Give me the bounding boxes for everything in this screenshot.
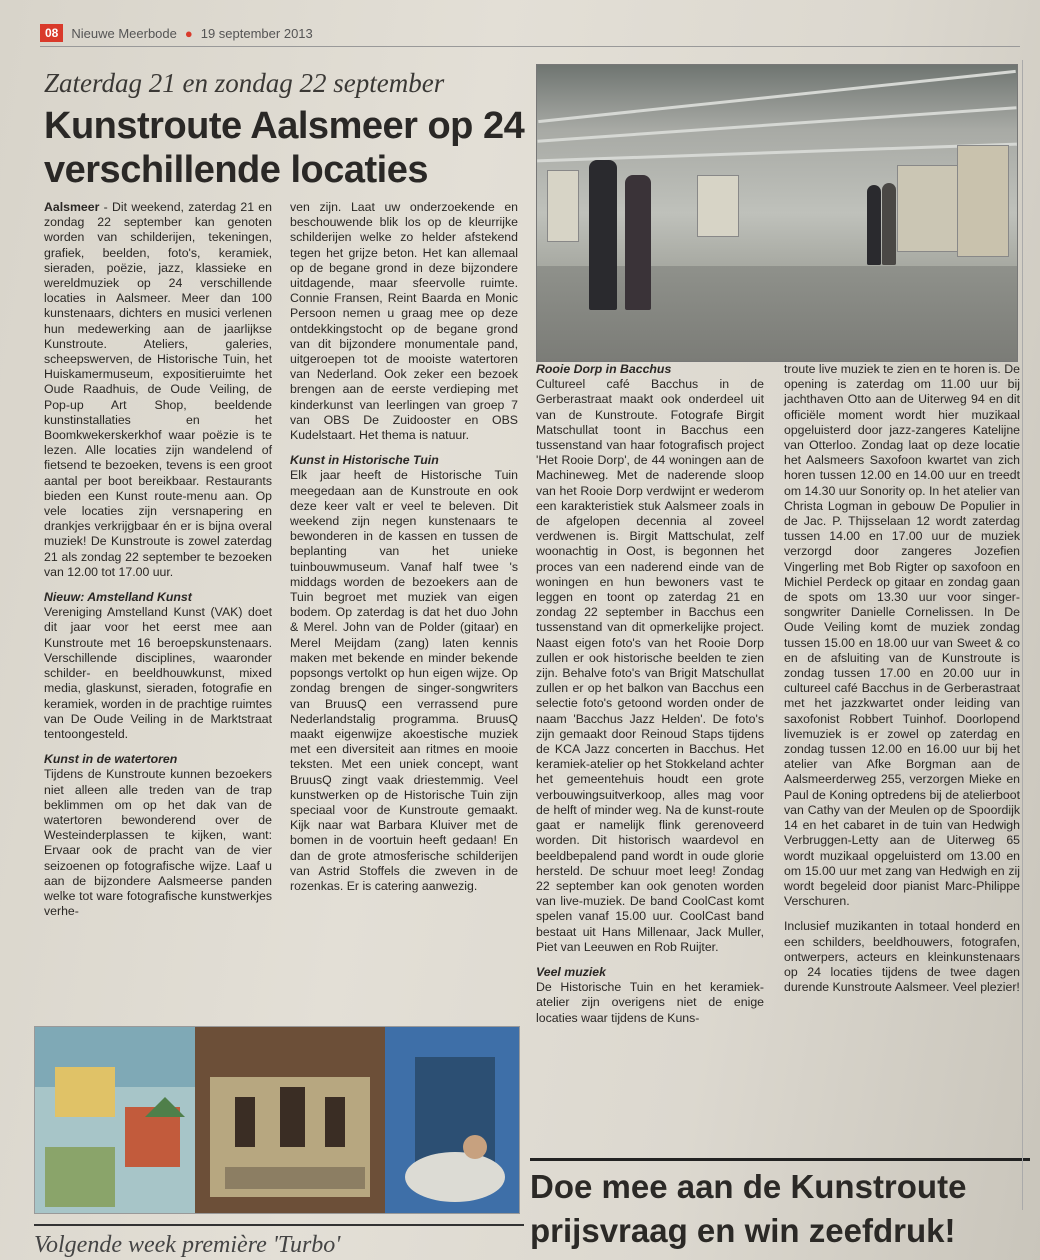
page-number: 08 — [40, 24, 63, 42]
art-panel — [697, 175, 739, 237]
column-1 — [44, 200, 272, 919]
art-panel — [957, 145, 1009, 257]
column-4 — [784, 362, 1020, 995]
next-week-teaser: Volgende week première 'Turbo' — [34, 1224, 524, 1260]
issue-date: 19 september 2013 — [200, 25, 313, 41]
visitor-figure — [589, 160, 617, 310]
promo-heading: Doe mee aan de Kunstroute prijsvraag en win zeefdruk! — [530, 1158, 1030, 1253]
visitor-figure — [625, 175, 651, 310]
paragraph: Aalsmeer - Dit weekend, zaterdag 21 en zondag 22 september kan genoten worden van schilderijen, tekeningen, grafiek, beelden, foto's, keramiek, sieraden, poëzie, jazz, klassieke en wereldmuziek op 24 verschillende locaties in Aalsmeer. Meer dan 100 kunstenaars, dichters en musici verlenen hun medewerking aan de jaarlijkse Kunstroute. Ateliers, galeries, scheepswerven, de Historische Tuin, het Huiskamermuseum, expositieruimte het Oude Raadhuis, de Oude Veiling, de Pop-up Art Shop, beeldende kunstinstallaties en het Boomkwekerskerkhof waar poëzie is te lezen. Alle locaties zijn wandelend of fietsend te bezoeken, tevens is een groot aantal per boot bereikbaar. Restaurants bieden een Kunst route-menu aan. Op vele locaties zijn versnapering en drankjes verkrijgbaar én er is bijna overal muziek! De Kunstroute is zowel zaterdag 21 als zondag 22 september te bezoeken van 12.00 tot 17.00 uur. — [44, 200, 272, 579]
artwork-photo-collage — [34, 1026, 520, 1214]
subheading: Rooie Dorp in Bacchus — [536, 362, 672, 376]
article-title: Kunstroute Aalsmeer op 24 verschillende locaties — [44, 105, 525, 191]
roof-beam — [538, 70, 1016, 123]
paper-name: Nieuwe Meerbode — [71, 25, 177, 41]
column-3 — [536, 362, 764, 1026]
paragraph: De Historische Tuin en het keramiek-atelier zijn overigens niet de enige locaties waar tijdens de Kuns- — [536, 980, 764, 1025]
page-header — [40, 24, 313, 42]
paragraph: Cultureel café Bacchus in de Gerberastraat maakt ook onderdeel uit van de Kunstroute. Fotografe Birgit Matschullat toont in Bacchus een tussenstand van haar fotografisch project 'Het Rooie Dorp', de 44 woningen aan de Machineweg. Met de naderende sloop van het Rooie Dorp verdwijnt er wederom een karakteristiek stuk Aalsmeer zoals in de afgelopen decennia al zoveel verdwenen is. Birgit Mattschulat, zelf woonachtig in Oost, is begonnen het proces van een naderend einde van de woningen en hun bewoners vast te leggen en toont op zaterdag 21 en zondag 22 september in Bacchus een tussenstand van dit opmerkelijke project. Naast eigen foto's van het Rooie Dorp zullen er ook historische beelden te zien zijn. Behalve foto's van Brigit Matschullat zullen er op het balkon van Bacchus een selectie foto's getoond worden onder de naam 'Bacchus Jazz Helden'. De foto's zijn gemaakt door Reinoud Staps tijdens de KCA Jazz concerten in Bacchus. Het keramiek-atelier op het Stokkeland achter het gemeentehuis houdt een grote verbouwingsuitverkoop, alles mag voor de helft of minder weg. Na de kunst-route gaat er namelijk flink gerenoveerd worden. Dit historisch waardevol en beeldbepalend pand wordt in oude glorie hersteld. De schuur moet leeg! Zondag 22 september kan ook genoten worden van live-muziek. De band CoolCast komt spelen vanaf 15.00 uur. CoolCast band bestaat uit Hans Millenaar, Jack Muller, Piet van Leeuwen en Rob Ruijter. — [536, 377, 764, 954]
header-rule — [40, 46, 1020, 47]
subheading: Kunst in de watertoren — [44, 752, 178, 767]
exhibition-hall-photo — [536, 64, 1018, 362]
visitor-figure — [882, 183, 896, 265]
paragraph: troute live muziek te zien en te horen is. De opening is zaterdag om 11.00 uur bij jachthaven Otto aan de Uiterweg 94 en dit officiële moment wordt hier muzikaal opgeluisterd door jazz-zangeres Katelijne van Otterloo. Zondag laat op deze locatie het Aalsmeers Saxofoon kwartet van zich horen tussen 12.00 en 14.00 uur en treedt om 14.30 uur Sonority op. In het atelier van Christa Logman in gebouw De Populier in de Jac. P. Thijsselaan 12 wordt zaterdag tussen 14.00 en 17.00 uur de muziek verzorgd door zangeres Jozefien Vingerling met Bob Rigter op saxofoon en Michiel Perdeck op gitaar en zondag gaan de spots om 13.30 uur voor singer-songwriter Danielle Cornelissen. In De Oude Veiling komt de muziek zondag tussen 15.00 en 18.00 uur van Sweet & co en de afsluiting van de Kunstroute is zondag tussen 17.00 en 20.00 uur in cultureel café Bacchus in de Gerberastraat met het jazzkwartet onder leiding van saxofonist Robbert Tuinhof. Doorlopend livemuziek is er zowel op zaterdag en zondag tussen 12.00 en 16.00 uur bij het atelier van Afke Borgman aan de Aalsmeerderweg 255, verzorgen Mieke en Paul de Koning optredens bij de atelierboot van Cathy van der Meulen op de Spoordijk 14 en het cabaret in de tuin van Hedwigh Verbruggen-Letty aan de Uiterweg 65 wordt muzikaal opgeluisterd om 13.00 en om 15.00 uur met zang van Hedwigh en zij wordt begeleid door pianist Marc-Philippe Verschuren. — [784, 362, 1020, 909]
column-2 — [290, 200, 518, 894]
paragraph: Tijdens de Kunstroute kunnen bezoekers niet alleen alle treden van de trap beklimmen om op het dak van de watertoren bewonderend over de Westeinderplassen te kijken, want: Ervaar ook de pracht van de vier seizoenen op fotografische wijze. Laaf u aan de bijzondere Aalsmeerse panden welke tot ware fotografische kunstwerkjes verhe- — [44, 767, 272, 919]
separator-dot: ● — [184, 25, 193, 41]
art-panel — [547, 170, 579, 242]
paragraph: ven zijn. Laat uw onderzoekende en beschouwende blik los op de kleurrijke schilderijen welke zo helder afstekend tegen het grijze beton. Het kan allemaal op de begane grond in deze bijzondere uitdagende, maar sfeervolle ruimte. Connie Fransen, Reint Baarda en Monic Persoon nemen u graag mee op deze ontdekkingstocht op de begane grond van dit bijzondere monumentale pand, uitgeroepen tot de mooiste watertoren van Nederland. Ook zeker een bezoek brengen aan de eerste verdieping met kinderkunst van leerlingen van groep 7 van OBS De Zuidooster en OBS Kudelstaart. Het thema is natuur. — [290, 200, 518, 443]
dateline: Aalsmeer — [44, 200, 100, 214]
visitor-figure — [867, 185, 881, 265]
artwork-illustration — [35, 1027, 519, 1213]
paragraph: Vereniging Amstelland Kunst (VAK) doet dit jaar voor het eerst mee aan Kunstroute met 16 beroepskunstenaars. Verschillende disciplines, waaronder schilder- en beeldhouwkunst, mixed media, glaskunst, sieraden, fotografie en keramiek, worden in de prachtige ruimtes van De Oude Veiling in de Marktstraat tentoongesteld. — [44, 605, 272, 741]
article-kicker: Zaterdag 21 en zondag 22 september — [44, 68, 445, 98]
subheading: Veel muziek — [536, 964, 606, 979]
page-edge-rule — [1022, 60, 1023, 1210]
subheading: Nieuw: Amstelland Kunst — [44, 590, 192, 605]
paragraph: Elk jaar heeft de Historische Tuin meegedaan aan de Kunstroute en ook deze keer valt er veel te beleven. Dit weekend zijn negen kunstenaars te bewonderen in de kassen en tussen de beplanting van het unieke tuinbouwmuseum. Vanaf half twee 's middags worden de bezoekers aan de Tuin begroet met muziek van eigen bodem. Op zaterdag is dat het duo John & Merel. John van de Polder (gitaar) en Merel Meijdam (zang) laten kennis maken met bekende en minder bekende popsongs vertolkt op hun eigen wijze. Op zondag brengen de singer-songwriters van BruusQ een verrassend pure Nederlandstalig programma. BruusQ maakt eigenwijze akoestische muziek met een diversiteit aan ritmes en mooie teksten. Met een uniek concept, want BruusQ zingt vaak driestemmig. Veel kunstwerken op de Historische Tuin zijn speciaal voor de Kunstroute gemaakt. Kijk naar wat Barbara Kluiver met de bomen in de voortuin heeft gedaan! En dan de grote atmosferische schilderijen van Astrid Stoffels die zweven in de rozenkas. Er is catering aanwezig. — [290, 468, 518, 893]
paragraph: Inclusief muzikanten in totaal honderd en een schilders, beeldhouwers, fotografen, ontwerpers, acteurs en kleinkunstenaars op 24 locaties tijdens de twee dagen durende Kunstroute Aalsmeer. Veel plezier! — [784, 919, 1020, 995]
subheading: Kunst in Historische Tuin — [290, 453, 439, 468]
